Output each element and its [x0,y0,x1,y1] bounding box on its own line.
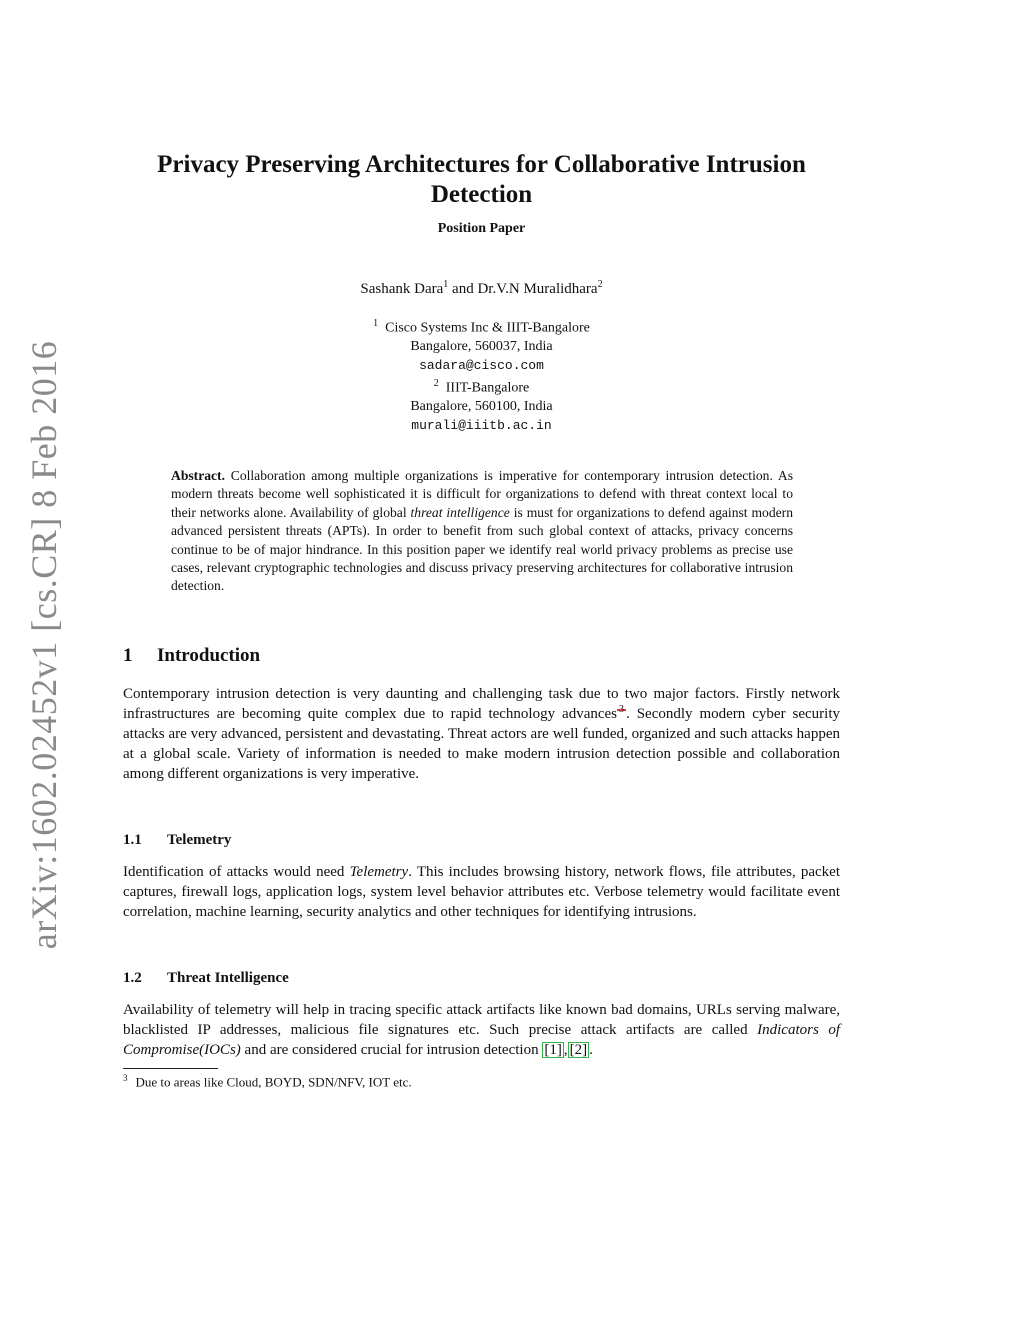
author-name: Dr.V.N Muralidhara [477,281,598,297]
footnote-text: Due to areas like Cloud, BOYD, SDN/NFV, IOT etc. [135,1074,412,1090]
introduction-paragraph: Contemporary intrusion detection is very daunting and challenging task due to two major factors. Firstly network infrastructures are becoming quite complex due to rapid technology advances 3 . Secondly modern cyber security attacks are very advanced, persistent and devastating. Threat actors are well funded, organized and such attacks happen at a global scale. Variety of information is needed to make modern intrusion detection possible and collaboration among different organizations is very imperative. [123,686,840,783]
abstract-text: is must for organizations to defend against modern advanced persistent threats (APTs). In order to benefit from such global context of attacks, privacy concerns continue to be of major hindrance. In this position paper we identify real world privacy problems as precise use cases, relevant cryptographic technologies and discuss privacy preserving architectures for collaborative intrusion detection. [171,504,794,594]
emphasis-text: Indicators of Compromise(IOCs) [123,1022,840,1059]
author-affiliation-mark: 2 [597,279,603,290]
abstract-label: Abstract. [171,468,225,483]
telemetry-paragraph: Identification of attacks would need Telemetry. This includes browsing history, network flows, file attributes, packet captures, firewall logs, application logs, system level behavior attributes etc. Verbose telemetry would facilitate event correlation, machine learning, security analytics and other techniques for identifying intrusions. [123,864,840,921]
footnote-reference-link[interactable]: 3 [619,704,625,716]
author-email[interactable]: murali@iiitb.ac.in [411,417,552,433]
affiliations-block [123,315,840,435]
affiliation-org: $^1$ Cisco Systems Inc & IIIT-Bangalore [373,318,590,336]
author-line [123,279,840,298]
paper-title: Privacy Preserving Architectures for Collaborative Intrusion Detection [157,151,806,208]
citation-link[interactable]: [1] [544,1042,562,1059]
affiliation-mark: 2 [433,378,439,390]
citation-link[interactable]: [2] [569,1042,588,1059]
section-number: 1.2 [123,970,142,986]
footnote-divider [123,1068,218,1069]
section-number: 1 [123,645,133,666]
author-conjunction: and [448,281,478,297]
abstract-text: Collaboration among multiple organizations is imperative for contemporary intrusion detection. As modern threats become well sophisticated it is difficult for organizations to defend with threat context local to their networks alone. Availability of global [171,468,793,520]
section-heading-introduction [123,645,260,667]
section-title: Introduction [157,645,261,666]
arxiv-identifier-stamp: arXiv:1602.02452v1 [cs.CR] 8 Feb 2016 [24,340,64,950]
threat-intelligence-paragraph: Availability of telemetry will help in tracing specific attack artifacts like known bad domains, URLs serving malware, blacklisted IP addresses, malicious file signatures etc. Such precise attack artifacts are called Indicators of Compromise(IOCs) and are considered crucial for intrusion detection [1] , [2] . [123,1002,840,1059]
affiliation-address: Bangalore, 560037, India [410,339,553,355]
affiliation-address: Bangalore, 560100, India [410,399,553,415]
affiliation-org: $^2$ IIIT-Bangalore [433,378,530,396]
abstract [171,467,793,596]
subsection-heading-threat-intelligence [123,970,289,987]
footnote-mark: 3 [123,1073,128,1083]
footnote [123,1073,412,1090]
affiliation-mark: 1 [373,318,379,329]
emphasis-text: Telemetry [349,864,409,880]
section-title: Threat Intelligence [167,970,289,986]
author-affiliation-mark: 1 [443,279,449,290]
abstract-emphasis: threat intelligence [410,504,510,520]
paper-subtitle: Position Paper [437,221,526,236]
subsection-heading-telemetry [123,832,231,849]
author-name: Sashank Dara [360,281,444,297]
section-number: 1.1 [123,832,142,848]
author-email[interactable]: sadara@cisco.com [419,357,544,373]
section-title: Telemetry [167,832,232,848]
